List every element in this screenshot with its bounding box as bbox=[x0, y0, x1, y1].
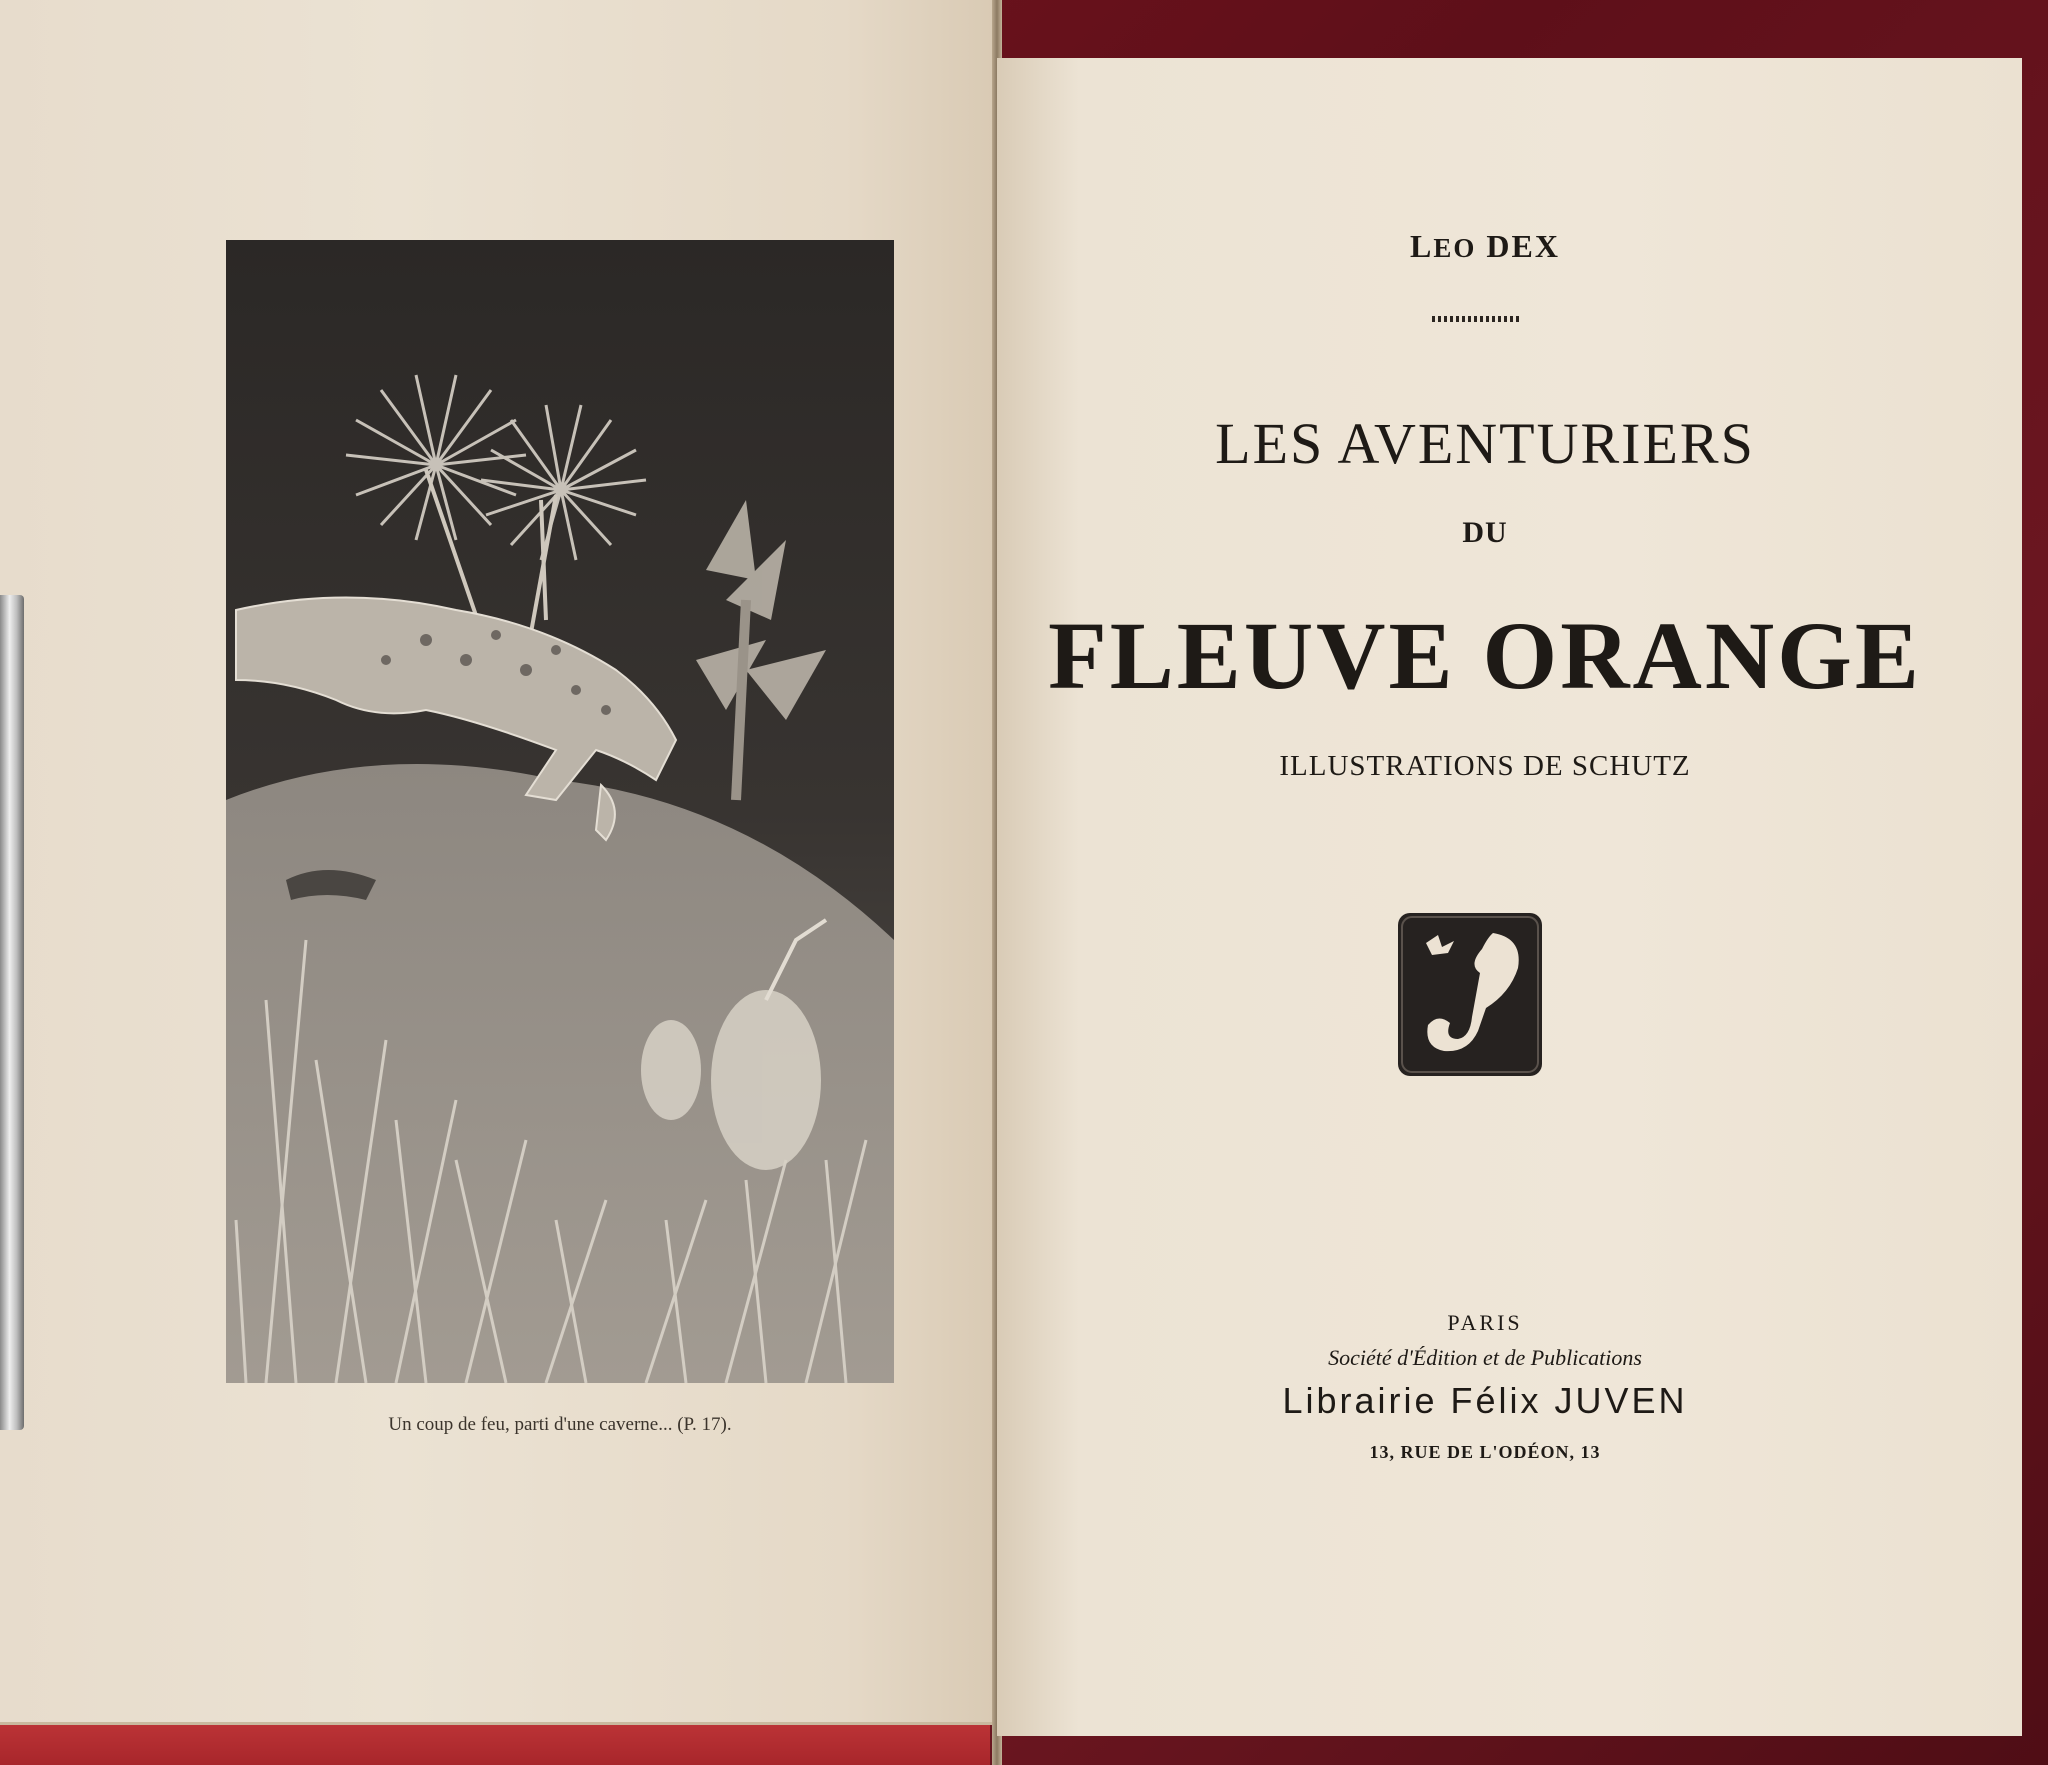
publisher-address: 13, RUE DE L'ODÉON, 13 bbox=[1369, 1442, 1601, 1462]
author-name bbox=[1040, 228, 1930, 265]
author-initial: L bbox=[1410, 228, 1434, 264]
publisher-city: PARIS bbox=[1447, 1310, 1523, 1335]
author-surname: DEX bbox=[1486, 228, 1560, 264]
illustration-caption: Un coup de feu, parti d'une caverne... (P. 17). bbox=[388, 1414, 732, 1435]
title-line-1: LES AVENTURIERS bbox=[1215, 411, 1755, 476]
engraving-illustration bbox=[226, 240, 894, 1383]
left-page bbox=[0, 0, 995, 1725]
publisher-name: Librairie Félix JUVEN bbox=[1282, 1380, 1688, 1421]
bookmark-ribbon bbox=[0, 595, 24, 1430]
publisher-society: Société d'Édition et de Publications bbox=[1328, 1345, 1642, 1370]
right-page bbox=[997, 58, 2022, 1736]
title-line-2: DU bbox=[1462, 516, 1508, 549]
title-line-3: FLEUVE ORANGE bbox=[1048, 602, 1922, 709]
illustrator-credit: ILLUSTRATIONS DE SCHUTZ bbox=[1279, 750, 1691, 782]
ornamental-rule bbox=[1432, 316, 1522, 322]
publisher-mark-icon bbox=[1398, 913, 1542, 1076]
author-given-name: EO bbox=[1433, 233, 1477, 263]
